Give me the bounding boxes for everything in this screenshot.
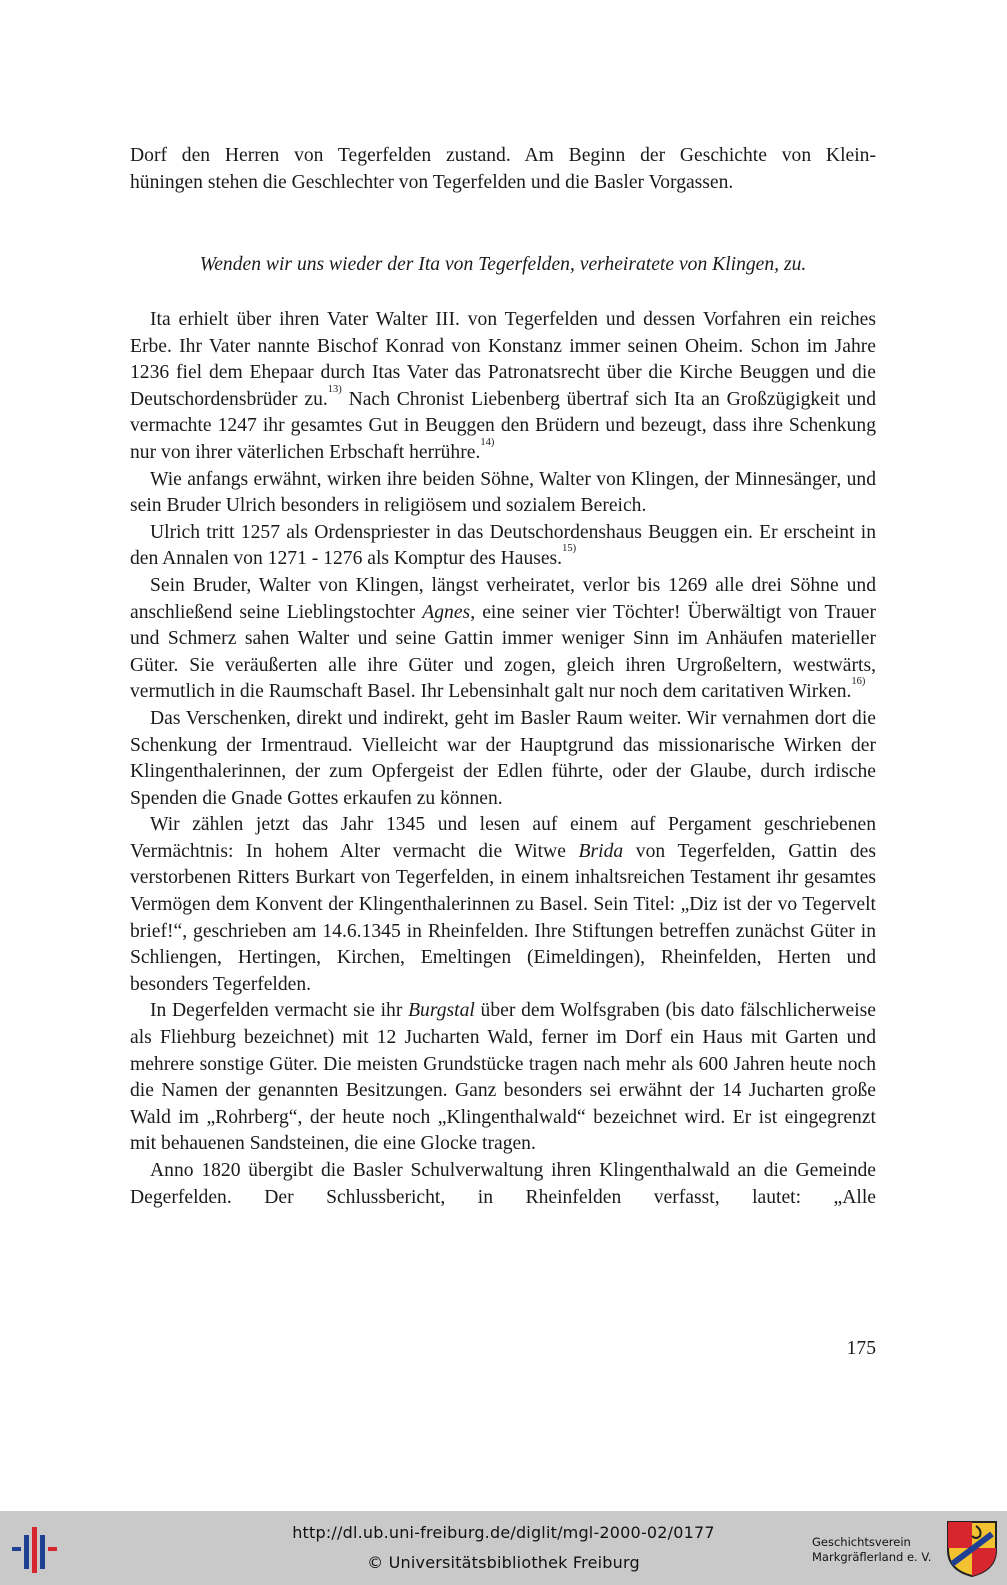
italic-name: Brida [578,840,624,862]
footer-url-link[interactable]: http://dl.ub.uni-freiburg.de/diglit/mgl-2000-02/0177 [292,1523,715,1542]
paragraph-text: Sein Bruder, Walter von Klingen, längst verheiratet, verlor bis 1269 alle drei Söhne und anschließend seine Lieblingstochter [130,574,876,623]
footnote-marker: 14) [480,436,495,448]
footnote-marker: 16) [851,676,866,688]
footer-copyright: © Universitätsbibliothek Freiburg [367,1553,640,1572]
top-paragraph [130,143,876,196]
paragraph-ita-inheritance [130,307,876,467]
paragraph-text: Wir zählen jetzt das Jahr 1345 und lesen auf einem auf Pergament geschriebenen Vermächtnis: In hohem Alter vermacht die Witwe [130,814,876,862]
paragraph-anno-1820: Anno 1820 übergibt die Basler Schulverwaltung ihren Klingenthalwald an die Gemeinde Degerfelden. Der Schlussbericht, in Rheinfelden verfasst, lautet: „Alle [130,1160,876,1208]
section-heading: Wenden wir uns wieder der Ita von Tegerfelden, verheiratete von Klingen, zu. [199,254,807,275]
text-line: Dorf den Herren von Tegerfelden zustand. Am Beginn der Geschichte von Klein- [130,145,876,166]
society-line: Markgräflerland e. V. [812,1550,932,1564]
footnote-marker: 13) [327,383,342,395]
paragraph-ulrich [130,520,876,573]
paragraph-text: Ulrich tritt 1257 als Ordenspriester in das Deutschordenshaus Beuggen ein. Er erscheint in den Annalen von 1271 - 1276 als Komptur des Hauses. [130,521,876,570]
text-line: hüningen stehen die Geschlechter von Tegerfelden und die Basler Vorgassen. [130,171,734,193]
footnote-marker: 15) [562,543,577,555]
paragraph-text: über dem Wolfsgraben (bis dato fälschlicherweise als Fliehburg bezeichnet) mit 12 Jucharten Wald, ferner im Dorf ein Haus mit Garten und mehrere sonstige Güter. Die meisten Grundstücke tragen nach mehr als 600 Jahren heute noch die Namen der genannten Besitzungen. Ganz besonders sei erwähnt der 14 Jucharten große Wald im „Rohrberg“, der heute noch „Klingenthalwald“ bezeichnet wird. Er ist eingegrenzt mit behauenen Sandsteinen, die eine Glocke tragen. [130,1000,876,1155]
paragraph-walter [130,573,876,706]
italic-name: Agnes [422,601,471,623]
society-line: Geschichtsverein [812,1535,911,1549]
paragraph-text: Nach Chronist Liebenberg übertraf sich Ita an Großzügigkeit und vermachte 1247 ihr gesamtes Gut in Beuggen den Brüdern und bezeugt, dass ihre Schenkung nur von ihrer väterlichen Erbschaft herrühre. [130,388,876,463]
paragraph-brida [130,812,876,998]
body-text [130,307,876,1211]
paragraph-sons: Wie anfangs erwähnt, wirken ihre beiden Söhne, Walter von Klingen, der Minnesänger, und sein Bruder Ulrich besonders in religiösem und sozialem Bereich. [130,468,876,517]
paragraph-text: von Tegerfelden, Gattin des verstorbenen Ritters Burkart von Tegerfelden, in einem inhaltsreichen Testament ihr gesamtes Vermögen dem Konvent der Klingenthalerinnen zu Basel. Sein Titel: „Diz ist der vo Tegervelt brief!“, geschrieben am 14.6.1345 in Rheinfelden. Ihre Stiftungen betreffen zunächst Güter in Schliengen, Hertingen, Kirchen, Emeltingen (Eimeldingen), Rheinfelden, Herten und besonders Tegerfelden. [130,840,876,995]
footer-bar [0,1511,1007,1585]
italic-term: Burgstal [408,1000,475,1022]
paragraph-basel: Das Verschenken, direkt und indirekt, geht im Basler Raum weiter. Wir vernahmen dort die Schenkung der Irmentraud. Vielleicht war der Hauptgrund das missionarische Wirken der Klingenthalerinnen, der zum Opfergeist der Edlen führte, oder der Glaube, durch irdische Spenden die Gnade Gottes erkaufen zu können. [130,707,876,809]
paragraph-text: Ita erhielt über ihren Vater Walter III. von Tegerfelden und dessen Vorfahren ein reiches Erbe. Ihr Vater nannte Bischof Konrad von Konstanz immer seinen Oheim. Schon im Jahre 1236 fiel dem Ehepaar durch Itas Vater das Patronatsrecht über die Kirche Beuggen und die Deutschordensbrüder zu. [130,309,876,410]
paragraph-degerfelden [130,998,876,1158]
paragraph-text: , eine seiner vier Töchter! Überwältigt von Trauer und Schmerz sahen Walter und seine Gattin immer weniger Sinn im Anhäufen materieller Güter. Sie veräußerten alle ihre Güter und zogen, gleich ihren Urgroßeltern, westwärts, vermutlich in die Raumschaft Basel. Ihr Lebensinhalt galt nur noch dem caritativen Wirken. [130,601,876,703]
page-number: 175 [846,1338,876,1359]
society-name [812,1535,931,1565]
coat-of-arms-icon [946,1520,998,1578]
paragraph-text: In Degerfelden vermacht sie ihr [150,1000,409,1022]
